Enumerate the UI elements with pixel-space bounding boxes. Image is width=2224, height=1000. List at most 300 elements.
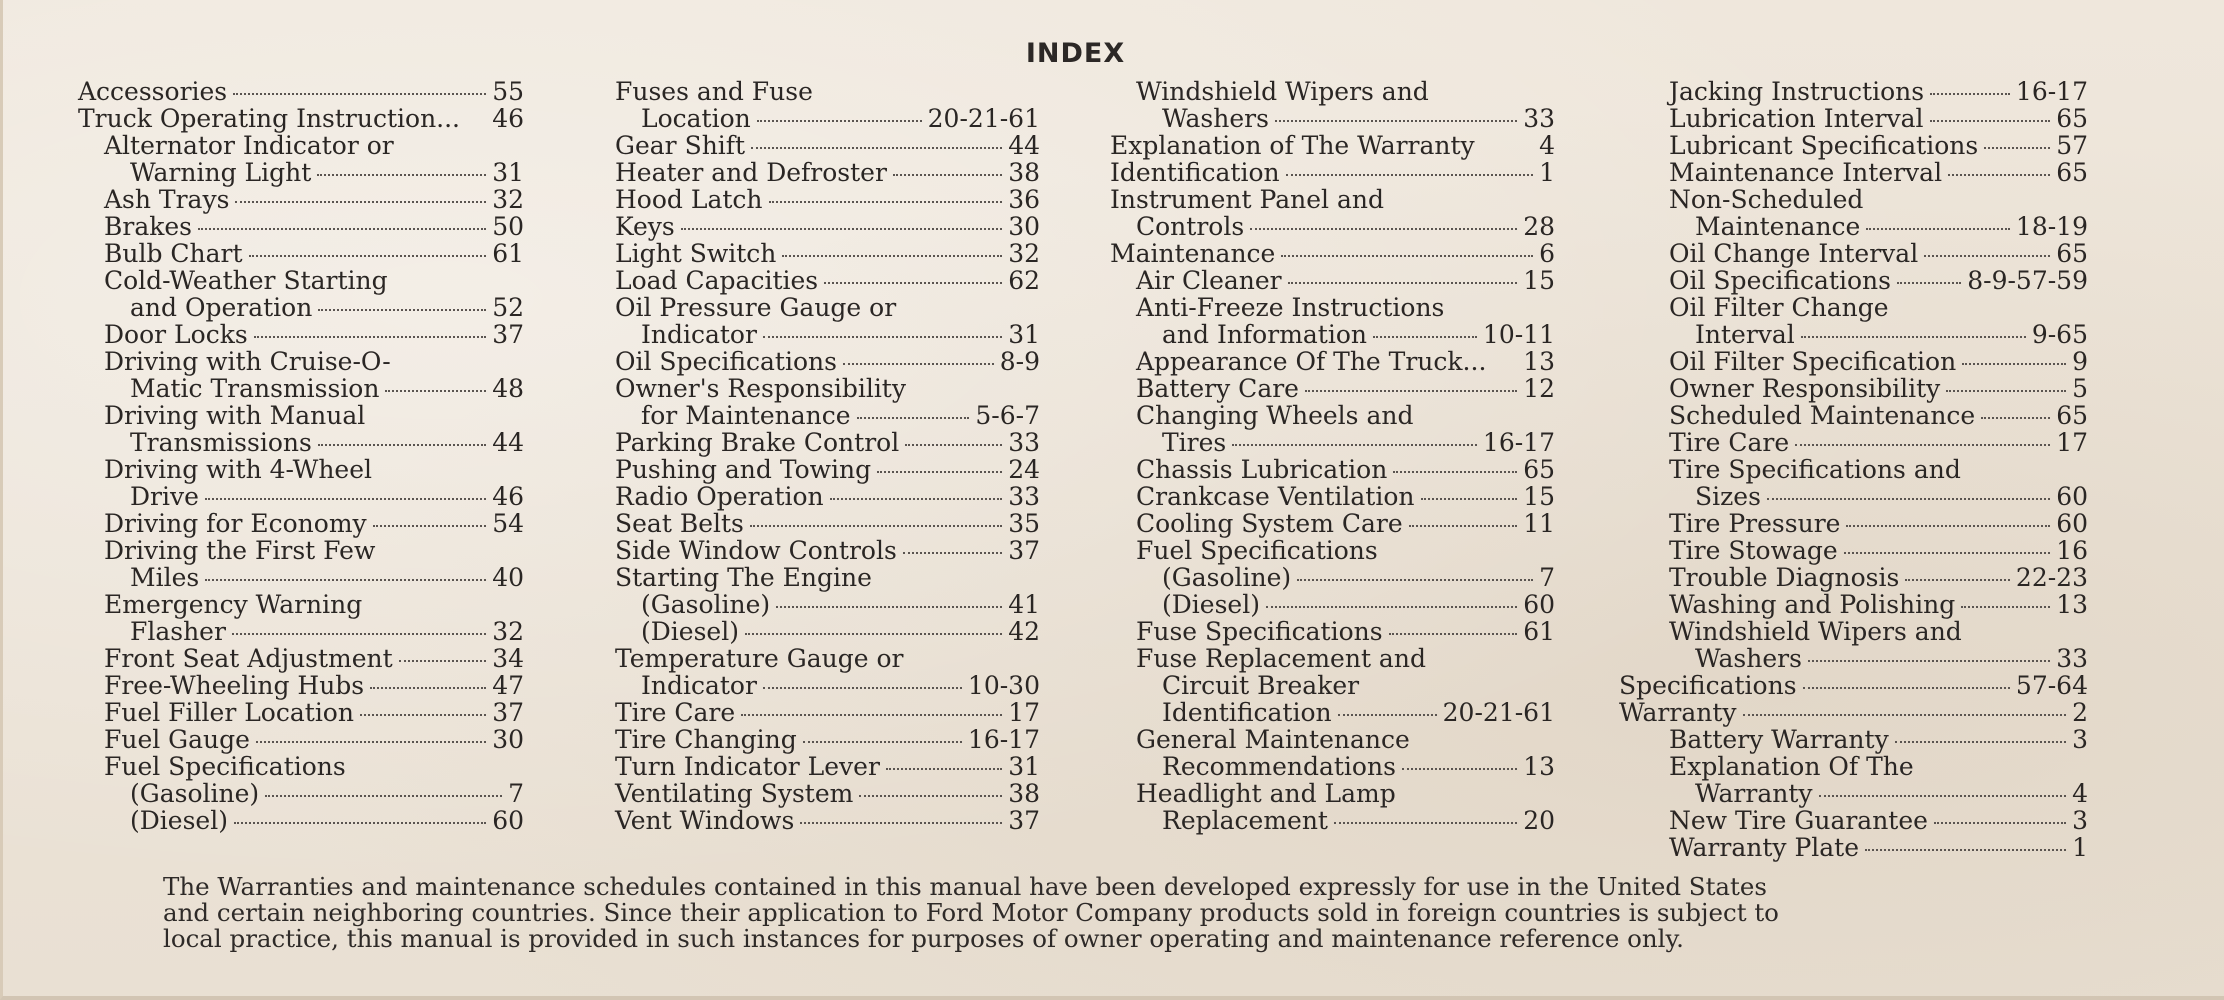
dot-leader [763, 687, 962, 689]
dot-leader [360, 714, 486, 716]
dot-leader [1266, 606, 1517, 608]
dot-leader [1962, 363, 2066, 365]
index-entry-topic: Radio Operation [615, 482, 824, 511]
index-entry [78, 240, 524, 267]
index-entry [615, 645, 1040, 672]
index-entry [1110, 429, 1555, 456]
index-entry-topic: (Gasoline) [641, 590, 771, 619]
index-entry-page: 32 [1008, 239, 1040, 268]
index-entry-topic: Pushing and Towing [615, 455, 872, 484]
index-entry-page: 52 [492, 293, 524, 322]
index-entry-page: 38 [1008, 158, 1040, 187]
index-entry-topic: Oil Pressure Gauge or [615, 293, 897, 322]
dot-leader [857, 417, 970, 419]
index-entry-page: 3 [2072, 725, 2088, 754]
index-entry-page: 41 [1008, 590, 1040, 619]
footer-line: local practice, this manual is provided in such instances for purposes of owner operating and maintenance reference only. [163, 924, 1684, 953]
index-entry-page: 34 [492, 644, 524, 673]
dot-leader [254, 336, 487, 338]
index-entry-topic: and Operation [130, 293, 313, 322]
index-entry-topic: Changing Wheels and [1136, 401, 1414, 430]
index-entry [615, 537, 1040, 564]
index-entry-page: 7 [1539, 563, 1555, 592]
index-entry [615, 672, 1040, 699]
dot-leader [751, 147, 1002, 149]
index-entry [615, 213, 1040, 240]
index-entry-page: 1 [1539, 158, 1555, 187]
index-entry [1110, 780, 1555, 807]
dot-leader [1981, 417, 2050, 419]
dot-leader [1924, 255, 2050, 257]
index-entry-topic: Identification [1110, 158, 1280, 187]
index-entry [78, 456, 524, 483]
dot-leader [370, 687, 486, 689]
index-entry-page: 37 [492, 698, 524, 727]
dot-leader [903, 552, 1002, 554]
dot-leader [681, 228, 1002, 230]
index-entry-page: 5-6-7 [975, 401, 1040, 430]
index-entry [615, 186, 1040, 213]
index-entry-topic: Battery Warranty [1669, 725, 1889, 754]
dot-leader [859, 795, 1002, 797]
index-entry-page: 65 [2056, 401, 2088, 430]
dot-leader [750, 525, 1002, 527]
index-entry-topic: Cold-Weather Starting [104, 266, 388, 295]
index-entry-topic: Fuel Specifications [104, 752, 346, 781]
index-entry-topic: Fuel Filler Location [104, 698, 354, 727]
index-column-3 [1110, 78, 1555, 834]
index-entry [1110, 186, 1555, 213]
index-entry-page: 65 [1523, 455, 1555, 484]
index-entry [1110, 645, 1555, 672]
dot-leader [1232, 444, 1477, 446]
index-entry [78, 294, 524, 321]
index-entry-topic: (Gasoline) [1162, 563, 1292, 592]
index-entry [78, 429, 524, 456]
index-entry [1643, 402, 2088, 429]
index-entry-topic: Explanation of The Warranty [1110, 131, 1475, 160]
index-entry-topic: Oil Filter Change [1669, 293, 1889, 322]
dot-leader [256, 741, 486, 743]
index-entry-page: 60 [2056, 509, 2088, 538]
dot-leader [1297, 579, 1533, 581]
index-entry [78, 645, 524, 672]
index-entry-topic: Ventilating System [615, 779, 854, 808]
index-entry-topic: Windshield Wipers and [1669, 617, 1962, 646]
index-entry-page: 33 [1008, 482, 1040, 511]
index-entry-topic: Jacking Instructions [1669, 77, 1925, 106]
index-entry-page: 16 [2056, 536, 2088, 565]
index-entry [615, 699, 1040, 726]
dot-leader [1984, 147, 2050, 149]
index-entry-page: 44 [492, 428, 524, 457]
dot-leader [1897, 282, 1961, 284]
index-entry-topic: Cooling System Care [1136, 509, 1403, 538]
index-entry-page: 16-17 [967, 725, 1040, 754]
index-entry-page: 47 [492, 671, 524, 700]
dot-leader [1743, 714, 2067, 716]
dot-leader [763, 336, 1002, 338]
index-entry [1110, 213, 1555, 240]
index-entry-topic: Bulb Chart [104, 239, 243, 268]
index-entry [1110, 132, 1555, 159]
index-entry [1643, 564, 2088, 591]
index-entry-topic: Warranty [1695, 779, 1813, 808]
dot-leader [877, 471, 1002, 473]
index-entry-topic: (Gasoline) [130, 779, 260, 808]
index-entry [615, 132, 1040, 159]
index-entry-topic: Fuel Specifications [1136, 536, 1378, 565]
index-entry-topic: Windshield Wipers and [1136, 77, 1429, 106]
index-entry-page: 13 [1523, 347, 1555, 376]
index-entry-page: 33 [1523, 104, 1555, 133]
index-column-1 [78, 78, 524, 834]
index-entry [1619, 699, 2088, 726]
index-entry-page: 4 [1539, 131, 1555, 160]
index-column-4 [1619, 77, 2088, 862]
index-entry-topic: Tire Care [1669, 428, 1790, 457]
index-entry-topic: and Information [1162, 320, 1367, 349]
index-entry-topic: Oil Filter Specification [1669, 347, 1957, 376]
index-entry [1619, 672, 2088, 699]
index-entry-topic: Identification [1162, 698, 1332, 727]
dot-leader [1801, 336, 2026, 338]
dot-leader [824, 282, 1002, 284]
dot-leader [782, 255, 1002, 257]
index-entry-page: 22-23 [2015, 563, 2088, 592]
dot-leader [803, 741, 962, 743]
index-entry-topic: Tire Care [615, 698, 736, 727]
index-entry-topic: Explanation Of The [1669, 752, 1914, 781]
dot-leader [1930, 93, 2010, 95]
dot-leader [886, 768, 1002, 770]
index-entry-topic: Starting The Engine [615, 563, 872, 592]
dot-leader [1409, 525, 1518, 527]
index-entry-topic: Driving the First Few [104, 536, 376, 565]
index-entry [78, 618, 524, 645]
dot-leader [1402, 768, 1517, 770]
index-entry [1643, 132, 2088, 159]
index-entry [78, 672, 524, 699]
index-entry [1110, 267, 1555, 294]
index-entry [1643, 294, 2088, 321]
index-entry [1110, 240, 1555, 267]
index-entry-page: 3 [2072, 806, 2088, 835]
index-entry-topic: Washers [1162, 104, 1269, 133]
index-entry-page: 37 [492, 320, 524, 349]
index-entry-page: 57-64 [2015, 671, 2088, 700]
index-entry-topic: Gear Shift [615, 131, 746, 160]
index-entry [1110, 753, 1555, 780]
index-entry-topic: Miles [130, 563, 200, 592]
index-entry [615, 483, 1040, 510]
index-entry-page: 48 [492, 374, 524, 403]
index-entry-topic: Side Window Controls [615, 536, 897, 565]
index-entry-topic: Seat Belts [615, 509, 744, 538]
dot-leader [265, 795, 502, 797]
index-entry [78, 267, 524, 294]
index-entry-page: 33 [1008, 428, 1040, 457]
dot-leader [1946, 390, 2066, 392]
index-entry-page: 24 [1008, 455, 1040, 484]
index-entry-page: 13 [2056, 590, 2088, 619]
index-entry [1110, 672, 1555, 699]
index-entry-topic: Sizes [1695, 482, 1761, 511]
index-entry-topic: Warranty Plate [1669, 833, 1860, 862]
index-entry-page: 9-65 [2031, 320, 2088, 349]
index-entry [615, 618, 1040, 645]
index-entry [1643, 105, 2088, 132]
index-entry-topic: Fuses and Fuse [615, 77, 813, 106]
index-entry-topic: Fuse Specifications [1136, 617, 1383, 646]
index-entry-page: 38 [1008, 779, 1040, 808]
index-entry-topic: Trouble Diagnosis [1669, 563, 1900, 592]
index-entry-page: 20 [1523, 806, 1555, 835]
index-entry-topic: Fuse Replacement and [1136, 644, 1426, 673]
index-entry [615, 456, 1040, 483]
index-entry-page: 28 [1523, 212, 1555, 241]
index-entry-page: 60 [1523, 590, 1555, 619]
index-entry-topic: Door Locks [104, 320, 248, 349]
index-entry [1643, 348, 2088, 375]
index-entry-topic: (Diesel) [641, 617, 739, 646]
index-entry-page: 5 [2072, 374, 2088, 403]
dot-leader [776, 606, 1002, 608]
index-entry-page: 18-19 [2015, 212, 2088, 241]
index-entry [1110, 375, 1555, 402]
index-column-2 [615, 78, 1040, 834]
dot-leader [198, 228, 486, 230]
index-entry [1110, 78, 1555, 105]
index-entry [615, 591, 1040, 618]
index-entry-topic: Tire Changing [615, 725, 797, 754]
index-entry-page: 13 [1523, 752, 1555, 781]
index-entry-topic: Warning Light [130, 158, 312, 187]
index-entry [1643, 780, 2088, 807]
dot-leader [1961, 606, 2050, 608]
index-entry-topic: Turn Indicator Lever [615, 752, 880, 781]
index-entry-page: 36 [1008, 185, 1040, 214]
index-entry [615, 375, 1040, 402]
index-entry [1110, 591, 1555, 618]
index-entry-topic: Load Capacities [615, 266, 819, 295]
dot-leader [318, 444, 486, 446]
dot-leader [249, 255, 487, 257]
index-entry-page: 57 [2056, 131, 2088, 160]
index-entry-topic: Truck Operating Instruction... [78, 104, 461, 133]
index-entry-topic: Light Switch [615, 239, 777, 268]
dot-leader [1934, 822, 2066, 824]
index-entry-topic: Brakes [104, 212, 193, 241]
index-entry-topic: Flasher [130, 617, 226, 646]
index-entry [78, 564, 524, 591]
index-entry [1643, 267, 2088, 294]
index-entry-topic: Lubrication Interval [1669, 104, 1924, 133]
index-entry-topic: Driving with 4-Wheel [104, 455, 373, 484]
index-entry-topic: Front Seat Adjustment [104, 644, 393, 673]
dot-leader [1389, 633, 1518, 635]
index-entry [615, 348, 1040, 375]
index-entry-topic: Ash Trays [104, 185, 230, 214]
index-entry [1643, 483, 2088, 510]
index-entry-topic: Emergency Warning [104, 590, 363, 619]
index-entry [1643, 321, 2088, 348]
index-entry-topic: Free-Wheeling Hubs [104, 671, 365, 700]
index-entry [1110, 456, 1555, 483]
index-entry-topic: Maintenance Interval [1669, 158, 1943, 187]
index-entry-topic: Instrument Panel and [1110, 185, 1384, 214]
index-entry-page: 50 [492, 212, 524, 241]
index-entry [78, 321, 524, 348]
dot-leader [1795, 444, 2050, 446]
index-entry [78, 159, 524, 186]
dot-leader [1305, 390, 1517, 392]
index-entry-page: 42 [1008, 617, 1040, 646]
index-entry-page: 46 [492, 104, 524, 133]
index-entry-topic: Anti-Freeze Instructions [1136, 293, 1445, 322]
index-entry [1110, 510, 1555, 537]
index-entry [1643, 834, 2088, 861]
index-entry [78, 78, 524, 105]
index-entry [1643, 726, 2088, 753]
dot-leader [1866, 228, 2010, 230]
index-entry-page: 37 [1008, 536, 1040, 565]
index-entry-page: 12 [1523, 374, 1555, 403]
dot-leader [1767, 498, 2050, 500]
index-entry [1643, 240, 2088, 267]
index-entry-page: 8-9-57-59 [1967, 266, 2088, 295]
dot-leader [1948, 174, 2050, 176]
footer-note [163, 874, 1983, 952]
index-entry [1643, 591, 2088, 618]
dot-leader [1286, 174, 1534, 176]
index-entry-page: 55 [492, 77, 524, 106]
dot-leader [1808, 660, 2050, 662]
dot-leader [1846, 525, 2050, 527]
index-entry [615, 321, 1040, 348]
index-entry-topic: Tire Pressure [1669, 509, 1841, 538]
index-entry-topic: Oil Specifications [615, 347, 837, 376]
index-entry-page: 30 [492, 725, 524, 754]
index-entry [1110, 726, 1555, 753]
index-entry [1643, 645, 2088, 672]
index-entry [1643, 753, 2088, 780]
index-entry [1110, 537, 1555, 564]
index-entry-topic: Fuel Gauge [104, 725, 250, 754]
index-entry-topic: Circuit Breaker [1162, 671, 1360, 700]
index-entry-topic: Maintenance [1695, 212, 1861, 241]
index-entry-topic: Accessories [78, 77, 228, 106]
dot-leader [1373, 336, 1477, 338]
index-entry-page: 62 [1008, 266, 1040, 295]
index-entry [615, 294, 1040, 321]
index-entry [615, 780, 1040, 807]
index-entry-page: 46 [492, 482, 524, 511]
dot-leader [843, 363, 994, 365]
dot-leader [385, 390, 486, 392]
index-entry-topic: Crankcase Ventilation [1136, 482, 1415, 511]
index-entry-page: 15 [1523, 266, 1555, 295]
index-entry-page: 65 [2056, 239, 2088, 268]
index-entry [78, 132, 524, 159]
index-entry [615, 402, 1040, 429]
index-entry [1110, 159, 1555, 186]
index-entry-page: 31 [1008, 752, 1040, 781]
index-entry [1643, 429, 2088, 456]
dot-leader [905, 444, 1002, 446]
index-entry-topic: Washing and Polishing [1669, 590, 1956, 619]
dot-leader [757, 120, 922, 122]
index-entry-topic: Transmissions [130, 428, 312, 457]
index-entry [1643, 456, 2088, 483]
index-entry-page: 35 [1008, 509, 1040, 538]
index-entry-page: 10-30 [967, 671, 1040, 700]
index-entry [1643, 537, 2088, 564]
index-entry-topic: Scheduled Maintenance [1669, 401, 1976, 430]
dot-leader [1844, 552, 2050, 554]
index-entry-page: 17 [1008, 698, 1040, 727]
index-entry-topic: Keys [615, 212, 675, 241]
dot-leader [745, 633, 1002, 635]
index-entry [615, 240, 1040, 267]
index-entry-page: 32 [492, 185, 524, 214]
dot-leader [233, 93, 486, 95]
index-entry [78, 537, 524, 564]
dot-leader [800, 822, 1002, 824]
index-entry [1643, 807, 2088, 834]
index-entry-page: 32 [492, 617, 524, 646]
index-entry-topic: Replacement [1162, 806, 1328, 835]
index-entry [615, 807, 1040, 834]
index-entry-topic: Tire Specifications and [1669, 455, 1961, 484]
index-entry-topic: Specifications [1619, 671, 1797, 700]
dot-leader [1250, 228, 1517, 230]
index-entry-page: 60 [2056, 482, 2088, 511]
index-entry-page: 7 [508, 779, 524, 808]
dot-leader [1895, 741, 2066, 743]
dot-leader [1930, 120, 2051, 122]
index-entry-topic: Driving with Manual [104, 401, 366, 430]
index-entry [1110, 564, 1555, 591]
index-entry [1643, 375, 2088, 402]
index-entry-topic: Headlight and Lamp [1136, 779, 1396, 808]
index-entry [615, 753, 1040, 780]
index-entry [78, 591, 524, 618]
index-entry [1643, 159, 2088, 186]
dot-leader [205, 579, 486, 581]
index-entry [78, 699, 524, 726]
dot-leader [234, 822, 486, 824]
index-entry-page: 8-9 [999, 347, 1040, 376]
index-entry [78, 753, 524, 780]
index-entry-topic: General Maintenance [1136, 725, 1410, 754]
index-entry [1643, 186, 2088, 213]
index-entry-topic: Drive [130, 482, 199, 511]
index-entry [615, 510, 1040, 537]
index-entry-page: 6 [1539, 239, 1555, 268]
index-entry [1643, 510, 2088, 537]
index-entry [615, 726, 1040, 753]
index-entry [78, 186, 524, 213]
index-entry-page: 17 [2056, 428, 2088, 457]
footer-line: The Warranties and maintenance schedules contained in this manual have been developed expressly for use in the United States [163, 872, 1767, 901]
index-entry [1110, 618, 1555, 645]
dot-leader [741, 714, 1002, 716]
index-entry [615, 267, 1040, 294]
index-entry-page: 33 [2056, 644, 2088, 673]
index-entry-page: 40 [492, 563, 524, 592]
index-entry-topic: Oil Specifications [1669, 266, 1891, 295]
